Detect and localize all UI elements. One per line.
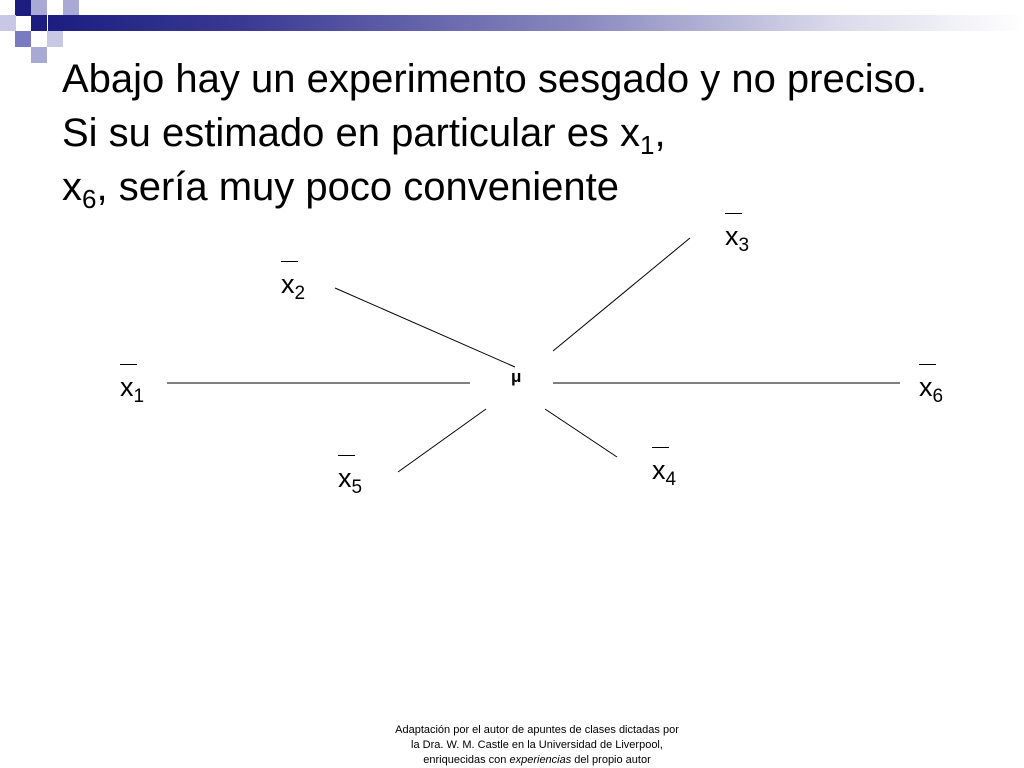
title-text-1: Abajo hay un experimento sesgado y no preciso. Si su estimado en particular es x [62,57,927,155]
title-text-3: x [62,165,82,209]
estimate-base: x [120,372,134,402]
line-x2 [335,288,515,367]
title-subscript-1: 1 [640,130,655,160]
estimate-label-x3 [725,221,750,256]
estimate-subscript: 3 [738,235,750,256]
title-text-4: , sería muy poco conveniente [96,165,619,209]
footer-line-3-post: del propio autor [571,754,651,766]
mean-bar [120,364,137,365]
footer-line-3-emphasis: experiencias [509,754,572,766]
footer-line-3-pre: enriquecidas con [423,754,510,766]
footer-line-3 [378,753,696,768]
slide-footer [378,723,696,768]
estimate-label-x4 [652,455,677,490]
footer-line-2: la Dra. W. M. Castle en la Universidad de Liverpool, [411,739,663,751]
estimate-subscript: 4 [665,469,677,490]
estimate-subscript: 1 [133,386,145,407]
mean-bar [652,447,669,448]
line-x3 [553,238,690,351]
estimate-label-x6 [919,372,944,407]
estimate-base: x [652,455,666,485]
line-x4 [545,409,617,457]
footer-line-1: Adaptación por el autor de apuntes de clases dictadas por [395,724,679,736]
estimate-subscript: 2 [294,283,306,304]
line-x5 [398,409,486,472]
title-subscript-6: 6 [82,184,97,214]
estimate-subscript: 5 [351,477,363,498]
mean-bar [725,213,742,214]
mean-bar [919,364,936,365]
estimate-base: x [725,221,739,251]
mean-bar [281,261,298,262]
estimate-label-x2 [281,269,306,304]
mean-bar [338,455,355,456]
estimate-base: x [338,463,352,493]
title-text-2: , [654,111,666,155]
estimate-base: x [919,372,933,402]
mu-label: μ [511,367,522,386]
estimate-subscript: 6 [932,386,944,407]
estimate-label-x1 [120,372,145,407]
estimate-base: x [281,269,295,299]
estimate-label-x5 [338,463,363,498]
